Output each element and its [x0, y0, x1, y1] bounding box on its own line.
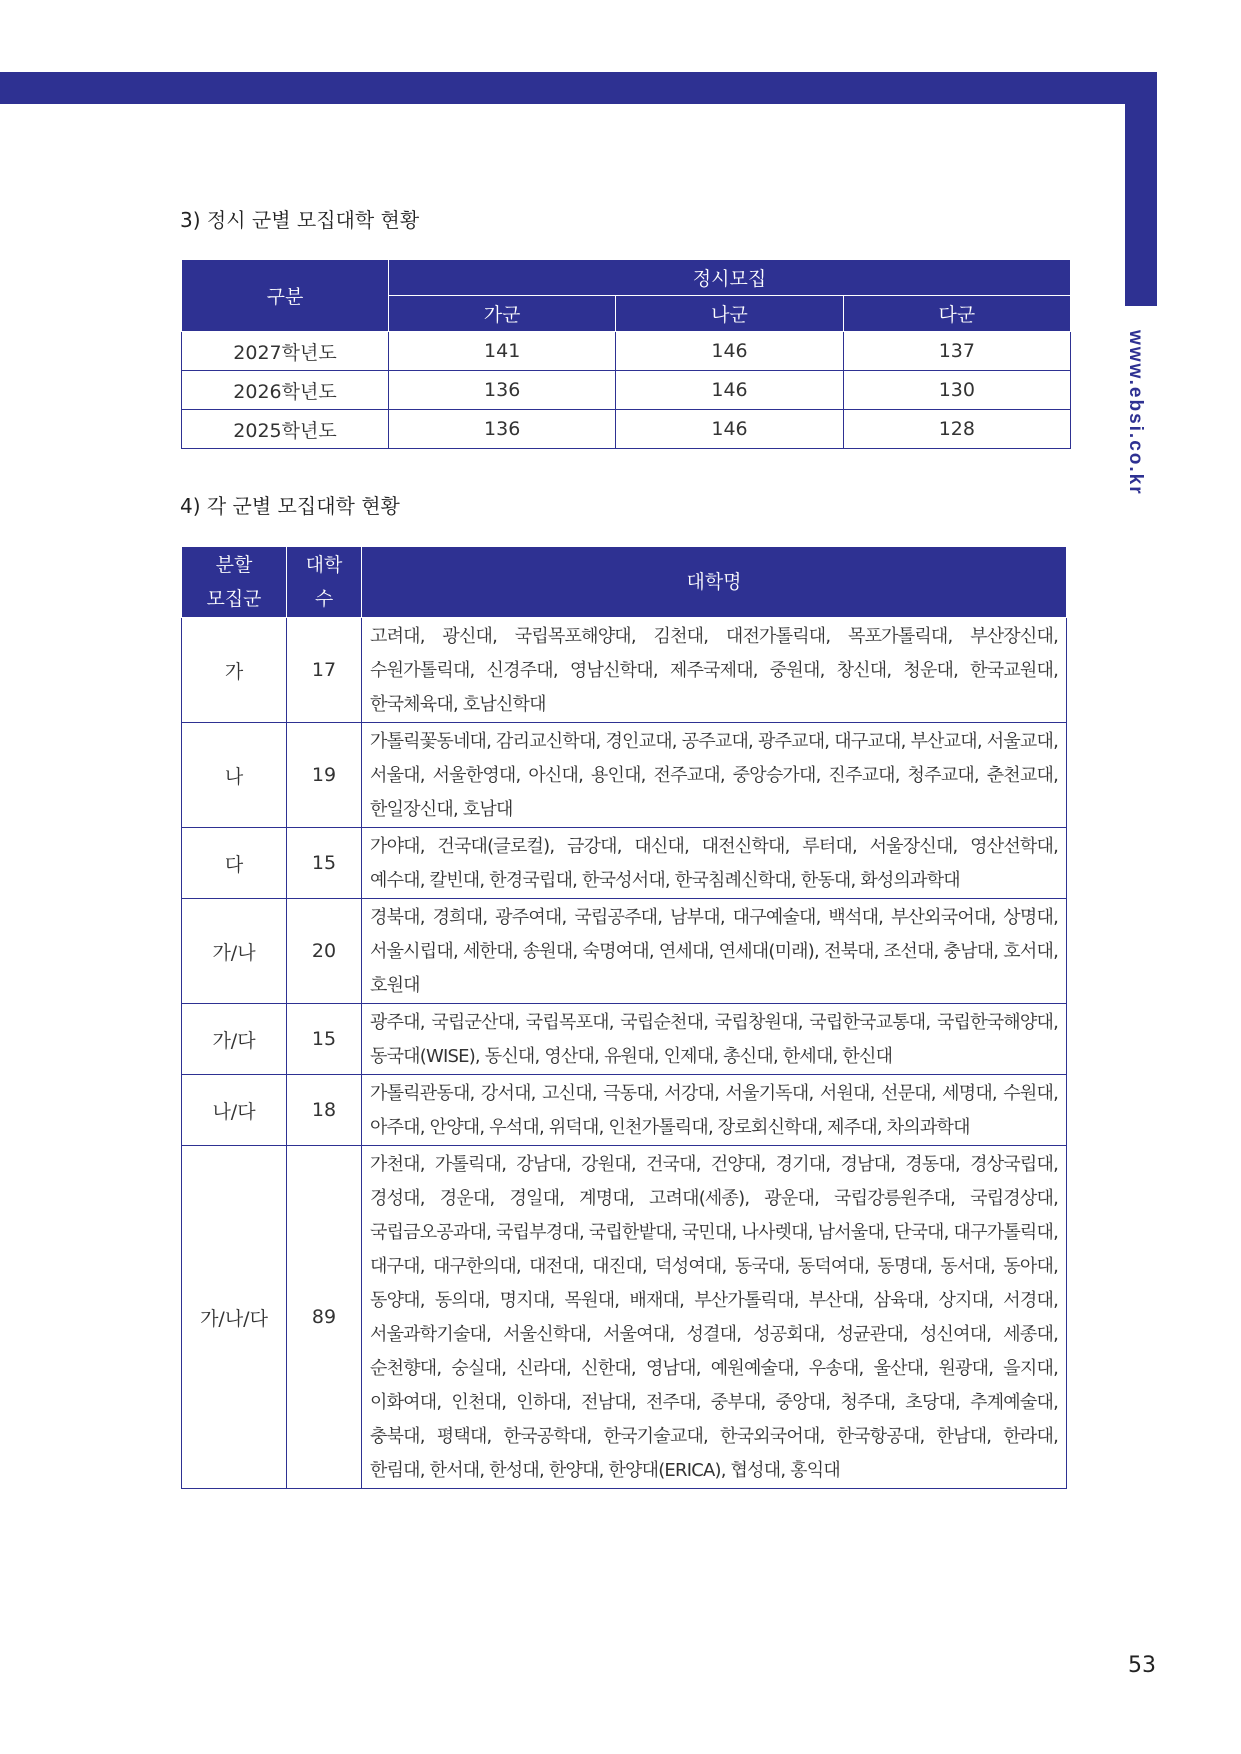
ga-cell: 141 [389, 332, 616, 371]
header-category: 구분 [182, 260, 389, 332]
names-cell: 경북대, 경희대, 광주여대, 국립공주대, 남부대, 대구예술대, 백석대, 부산외국어대, 상명대, 서울시립대, 세한대, 송원대, 숙명여대, 연세대, 연세대(미래), 전북대, 조선대, 충남대, 호서대, 호원대 [362, 899, 1067, 1004]
group-university-table [181, 546, 1067, 1489]
table-row [182, 723, 1067, 828]
group-cell: 나/다 [182, 1075, 287, 1146]
year-cell: 2027학년도 [182, 332, 389, 371]
na-cell: 146 [616, 371, 843, 410]
da-cell: 128 [843, 410, 1070, 449]
year-cell: 2025학년도 [182, 410, 389, 449]
regular-admission-table [181, 259, 1071, 449]
section3-title: 3) 정시 군별 모집대학 현황 [180, 208, 420, 232]
table-row [182, 410, 1071, 449]
header-group [182, 547, 287, 618]
table-row [182, 1146, 1067, 1489]
table-row [182, 828, 1067, 899]
year-cell: 2026학년도 [182, 371, 389, 410]
da-cell: 137 [843, 332, 1070, 371]
table-row [182, 618, 1067, 723]
group-cell: 다 [182, 828, 287, 899]
header-names: 대학명 [362, 547, 1067, 618]
table-row [182, 332, 1071, 371]
count-cell: 89 [287, 1146, 362, 1489]
da-cell: 130 [843, 371, 1070, 410]
count-cell: 15 [287, 1004, 362, 1075]
header-count-line1: 대학 [305, 554, 343, 576]
side-bar [1125, 72, 1157, 306]
table-row [182, 899, 1067, 1004]
group-cell: 가/나/다 [182, 1146, 287, 1489]
table-row [182, 1075, 1067, 1146]
count-cell: 17 [287, 618, 362, 723]
count-cell: 19 [287, 723, 362, 828]
ga-cell: 136 [389, 410, 616, 449]
group-cell: 나 [182, 723, 287, 828]
group-cell: 가/나 [182, 899, 287, 1004]
page-number: 53 [1128, 1653, 1156, 1678]
header-group-line2: 모집군 [206, 588, 262, 610]
names-cell: 고려대, 광신대, 국립목포해양대, 김천대, 대전가톨릭대, 목포가톨릭대, 부산장신대, 수원가톨릭대, 신경주대, 영남신학대, 제주국제대, 중원대, 창신대, 청운대, 한국교원대, 한국체육대, 호남신학대 [362, 618, 1067, 723]
section4-title: 4) 각 군별 모집대학 현황 [180, 494, 400, 518]
header-na: 나군 [616, 296, 843, 332]
na-cell: 146 [616, 410, 843, 449]
names-cell: 가톨릭꽃동네대, 감리교신학대, 경인교대, 공주교대, 광주교대, 대구교대, 부산교대, 서울교대, 서울대, 서울한영대, 아신대, 용인대, 전주교대, 중앙승가대, 진주교대, 청주교대, 춘천교대, 한일장신대, 호남대 [362, 723, 1067, 828]
table-row [182, 371, 1071, 410]
names-cell: 광주대, 국립군산대, 국립목포대, 국립순천대, 국립창원대, 국립한국교통대, 국립한국해양대, 동국대(WISE), 동신대, 영산대, 유원대, 인제대, 총신대, 한세대, 한신대 [362, 1004, 1067, 1075]
group-cell: 가 [182, 618, 287, 723]
header-da: 다군 [843, 296, 1070, 332]
header-group-line1: 분할 [215, 554, 253, 576]
names-cell: 가천대, 가톨릭대, 강남대, 강원대, 건국대, 건양대, 경기대, 경남대, 경동대, 경상국립대, 경성대, 경운대, 경일대, 계명대, 고려대(세종), 광운대, 국립강릉원주대, 국립경상대, 국립금오공과대, 국립부경대, 국립한밭대, 국민대, 나사렛대, 남서울대, 단국대, 대구가톨릭대, 대구대, 대구한의대, 대전대, 대진대, 덕성여대, 동국대, 동덕여대, 동명대, 동서대, 동아대, 동양대, 동의대, 명지대, 목원대, 배재대, 부산가톨릭대, 부산대, 삼육대, 상지대, 서경대, 서울과학기술대, 서울신학대, 서울여대, 성결대, 성공회대, 성균관대, 성신여대, 세종대, 순천향대, 숭실대, 신라대, 신한대, 영남대, 예원예술대, 우송대, 울산대, 원광대, 을지대, 이화여대, 인천대, 인하대, 전남대, 전주대, 중부대, 중앙대, 청주대, 초당대, 추계예술대, 충북대, 평택대, 한국공학대, 한국기술교대, 한국외국어대, 한국항공대, 한남대, 한라대, 한림대, 한서대, 한성대, 한양대, 한양대(ERICA), 협성대, 홍익대 [362, 1146, 1067, 1489]
count-cell: 15 [287, 828, 362, 899]
na-cell: 146 [616, 332, 843, 371]
header-count-line2: 수 [314, 588, 334, 610]
header-count [287, 547, 362, 618]
header-ga: 가군 [389, 296, 616, 332]
names-cell: 가야대, 건국대(글로컬), 금강대, 대신대, 대전신학대, 루터대, 서울장신대, 영산선학대, 예수대, 칼빈대, 한경국립대, 한국성서대, 한국침례신학대, 한동대, 화성의과학대 [362, 828, 1067, 899]
ga-cell: 136 [389, 371, 616, 410]
site-url: www.ebsi.co.kr [1125, 330, 1146, 496]
group-cell: 가/다 [182, 1004, 287, 1075]
count-cell: 20 [287, 899, 362, 1004]
names-cell: 가톨릭관동대, 강서대, 고신대, 극동대, 서강대, 서울기독대, 서원대, 선문대, 세명대, 수원대, 아주대, 안양대, 우석대, 위덕대, 인천가톨릭대, 장로회신학대, 제주대, 차의과학대 [362, 1075, 1067, 1146]
header-bar [0, 72, 1157, 104]
count-cell: 18 [287, 1075, 362, 1146]
table-row [182, 1004, 1067, 1075]
header-group: 정시모집 [389, 260, 1071, 296]
